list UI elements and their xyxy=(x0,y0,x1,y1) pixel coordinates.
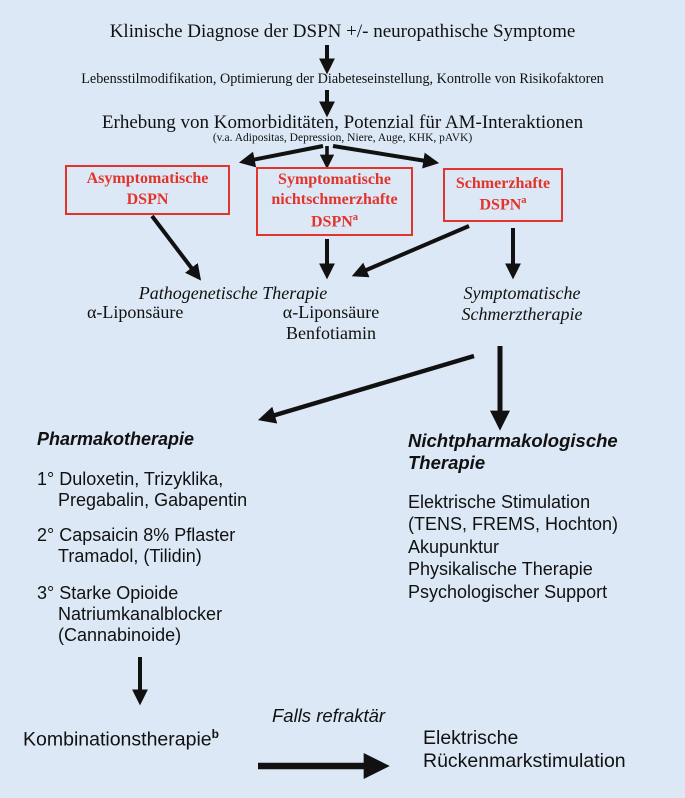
footnote-a: a xyxy=(352,212,359,224)
box-asymptomatic-line1: Asymptomatische xyxy=(86,170,209,188)
box-painful-dspn xyxy=(443,168,563,222)
nonpharma-item-physikalische-therapie: Physikalische Therapie xyxy=(408,559,593,580)
step-comorbidities: Erhebung von Komorbiditäten, Potenzial für AM-Interaktionen xyxy=(101,112,584,133)
nonpharma-heading: Nichtpharmakologische Therapie xyxy=(408,430,618,473)
box-asymptomatic-dspn xyxy=(65,165,230,215)
arrow-to-pharma xyxy=(272,356,474,416)
box-symptomatic-line1: Symptomatische xyxy=(278,170,391,188)
falls-refraktaer-label: Falls refraktär xyxy=(272,705,386,726)
box-symptomatic-line2: nichtschmerzhafte xyxy=(271,191,398,209)
arrow-branch-left xyxy=(252,146,323,160)
box-symptomatic-painless-dspn xyxy=(256,167,413,236)
symptomatic-pain-therapy-heading: Symptomatische Schmerztherapie xyxy=(461,283,583,324)
drug-benfotiamin: Benfotiamin xyxy=(286,323,376,343)
nonpharma-item-psychologischer-support: Psychologischer Support xyxy=(408,581,608,602)
step-lifestyle-modification: Lebensstilmodifikation, Optimierung der Diabeteseinstellung, Kontrolle von Risikofaktoren xyxy=(81,71,604,87)
box-asymptomatic-line2: DSPN xyxy=(126,191,169,208)
pharma-item-1-prefix: 1° xyxy=(37,469,55,489)
pharma-item-2: 2° Capsaicin 8% Pflaster Tramadol, (Tilidin) xyxy=(37,525,236,566)
step-comorbidities-note: (v.a. Adipositas, Depression, Niere, Auge, KHK, pAVK) xyxy=(212,132,473,144)
nonpharma-item-electrical-stimulation: Elektrische Stimulation xyxy=(408,492,591,512)
box-painful-line1: Schmerzhafte xyxy=(455,174,551,192)
drug-alpha-liponsaeure-center: α-Liponsäure xyxy=(282,302,380,322)
nonpharma-list xyxy=(408,491,618,603)
pharma-item-1: 1° Duloxetin, Trizyklika, Pregabalin, Gabapentin xyxy=(37,469,248,510)
arrow-box1-pathogenetic xyxy=(152,216,193,270)
box-painful-line2: DSPN$^a$ xyxy=(479,195,527,214)
drugs-center xyxy=(281,302,381,344)
drug-alpha-liponsaeure-left: α-Liponsäure xyxy=(87,302,184,322)
pharma-item-3-prefix: 3° xyxy=(37,583,55,603)
step-clinical-diagnosis: Klinische Diagnose der DSPN +/- neuropathische Symptome xyxy=(109,21,576,42)
pharmacotherapy-heading: Pharmakotherapie xyxy=(37,429,195,449)
rueckenmarkstimulation-label: Elektrische Rückenmarkstimulation xyxy=(423,727,626,772)
nonpharma-item-tens-frems: (TENS, FREMS, Hochton) xyxy=(408,514,619,535)
pharma-item-2-prefix: 2° xyxy=(37,525,55,545)
pathogenetic-therapy-heading: Pathogenetische Therapie xyxy=(138,283,328,303)
pharma-item-3: 3° Starke Opioide Natriumkanalblocker (Cannabinoide) xyxy=(37,583,223,645)
box-symptomatic-line3: DSPN$^a$ xyxy=(310,212,359,231)
nonpharma-item-akupunktur: Akupunktur xyxy=(408,536,500,557)
arrow-branch-right xyxy=(333,146,426,161)
kombinationstherapie-label: Kombinationstherapie$^b$ xyxy=(23,727,219,751)
footnote-a: a xyxy=(521,195,527,207)
footnote-b: b xyxy=(211,727,219,741)
